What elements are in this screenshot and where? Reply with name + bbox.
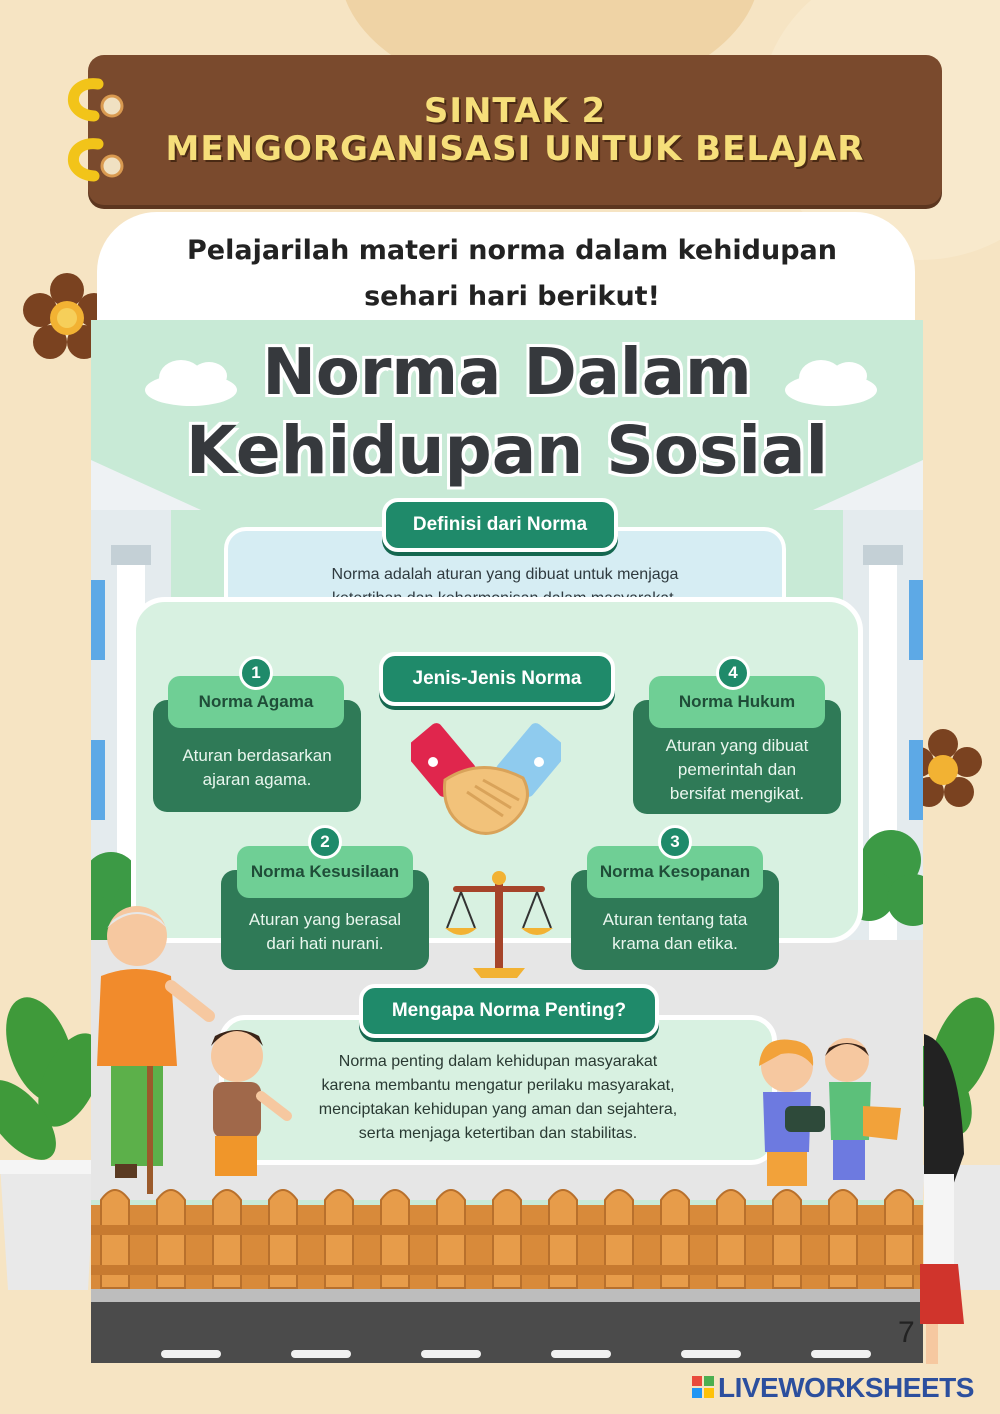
number-badge: 2 — [308, 825, 342, 859]
brand-watermark: LIVEWORKSHEETS — [718, 1372, 974, 1403]
importance-text-line: Norma penting dalam kehidupan masyarakat — [338, 1053, 658, 1070]
binder-ring-icon — [58, 136, 130, 196]
norm-description: Aturan yang dibuat — [665, 736, 809, 755]
importance-text-line: karena membantu mengatur perilaku masyarakat, — [321, 1077, 675, 1094]
norm-description: Aturan yang berasal — [248, 910, 402, 929]
handshake-icon — [411, 716, 561, 846]
intro-line: Pelajarilah materi norma dalam kehidupan — [187, 235, 837, 266]
norm-description: dari hati nurani. — [266, 934, 384, 953]
banner-subtitle: MENGORGANISASI UNTUK BELAJAR — [165, 129, 865, 169]
liveworksheets-logo-icon — [692, 1376, 714, 1400]
norm-description: bersifat mengikat. — [669, 784, 805, 803]
header-banner — [88, 55, 942, 205]
plant-pot-left — [0, 990, 100, 1310]
infographic-poster — [91, 320, 923, 1363]
norm-title: Norma Kesusilaan — [237, 846, 413, 898]
definition-label: Definisi dari Norma — [382, 498, 618, 552]
children-playing-illustration — [751, 1036, 923, 1226]
norm-description: krama dan etika. — [612, 934, 738, 953]
importance-text-line: menciptakan kehidupan yang aman dan sejahtera, — [318, 1101, 678, 1118]
norm-description: pemerintah dan — [677, 760, 797, 779]
norm-description: Aturan berdasarkan — [182, 746, 332, 765]
banner-title: SINTAK 2 — [423, 91, 607, 131]
definition-text-line: Norma adalah aturan yang dibuat untuk menjaga — [331, 566, 679, 583]
binder-ring-icon — [58, 76, 130, 136]
intro-line: sehari hari berikut! — [364, 281, 660, 312]
poster-title-line: Kehidupan Sosial — [185, 412, 829, 489]
girl-illustration — [920, 1034, 980, 1374]
norm-title: Norma Kesopanan — [587, 846, 763, 898]
elder-and-child-illustration — [91, 906, 311, 1206]
norm-description: Aturan tentang tata — [602, 910, 748, 929]
norm-title: Norma Hukum — [649, 676, 825, 728]
poster-title-line: Norma Dalam — [262, 336, 752, 410]
norm-types-label: Jenis-Jenis Norma — [379, 652, 615, 706]
importance-text-line: serta menjaga ketertiban dan stabilitas. — [358, 1125, 638, 1142]
number-badge: 1 — [239, 656, 273, 690]
norm-description: ajaran agama. — [202, 770, 312, 789]
norm-title: Norma Agama — [168, 676, 344, 728]
scales-of-justice-icon — [443, 868, 555, 980]
importance-label: Mengapa Norma Penting? — [359, 984, 659, 1038]
number-badge: 3 — [658, 825, 692, 859]
number-badge: 4 — [716, 656, 750, 690]
page-number: 7 — [898, 1316, 915, 1349]
intro-instruction — [110, 228, 914, 320]
